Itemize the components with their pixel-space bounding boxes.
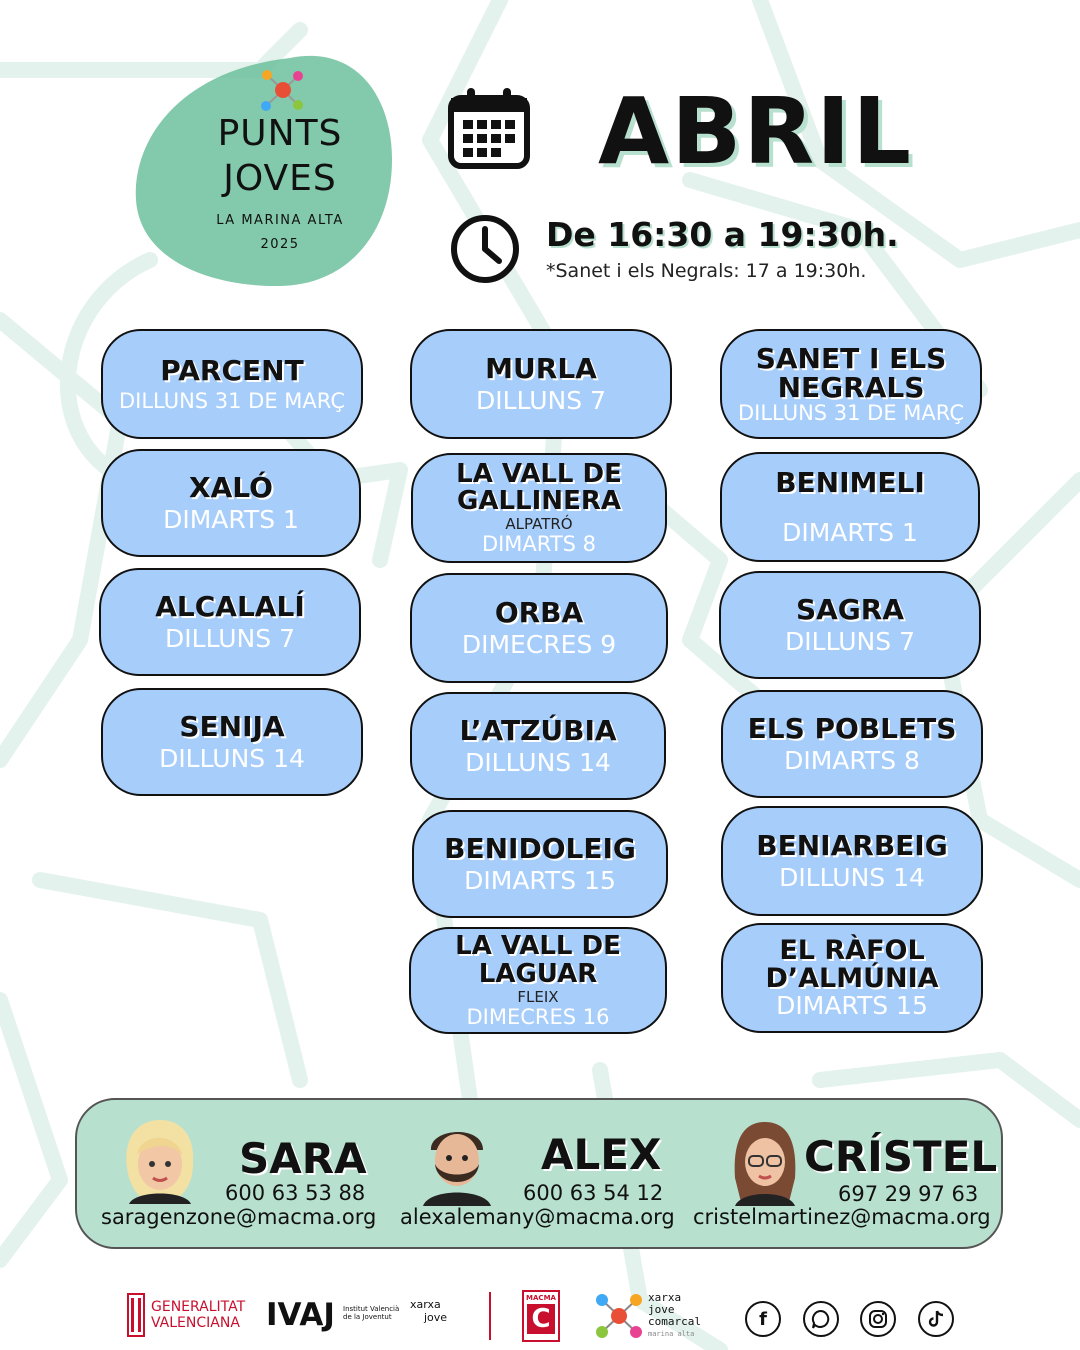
- contact-email[interactable]: saragenzone@macma.org: [101, 1205, 377, 1229]
- xarxa-jove-comarcal-dots-icon: [594, 1292, 644, 1340]
- visit-day: DIMARTS 8: [784, 745, 920, 775]
- contact-phone[interactable]: 600 63 54 12: [523, 1181, 664, 1205]
- visit-day: DILLUNS 14: [159, 743, 305, 773]
- xarxa-jove-comarcal-logo: xarxa jove comarcal marina alta: [648, 1291, 701, 1338]
- town-name: BENIARBEIG: [756, 829, 948, 863]
- town-card: [720, 329, 982, 439]
- instagram-icon[interactable]: [860, 1301, 896, 1337]
- town-name: SANET I ELS NEGRALS: [755, 341, 947, 404]
- visit-day: DILLUNS 14: [465, 747, 611, 777]
- town-name: BENIMELI: [775, 466, 925, 500]
- town-card: [719, 571, 981, 679]
- avatar: [725, 1118, 805, 1206]
- visit-day: DILLUNS 31 DE MARÇ: [118, 388, 345, 413]
- town-card: [409, 927, 667, 1034]
- town-name: XALÓ: [189, 471, 273, 505]
- contact-name: ALEX: [541, 1130, 662, 1179]
- town-name: ELS POBLETS: [747, 712, 957, 746]
- town-card: [411, 453, 667, 563]
- contact-phone[interactable]: 600 63 53 88: [225, 1181, 366, 1205]
- contact-email[interactable]: alexalemany@macma.org: [400, 1205, 675, 1229]
- town-name: SAGRA: [795, 593, 905, 627]
- punts-joves-dots-logo: [258, 68, 308, 114]
- contact-name: CRÍSTEL: [804, 1132, 998, 1181]
- town-card: [410, 329, 672, 439]
- town-card: [721, 690, 983, 798]
- logo-subtitle: LA MARINA ALTA: [216, 213, 344, 228]
- macma-logo: MACMA C: [522, 1290, 560, 1342]
- month-title: ABRIL: [598, 78, 914, 185]
- calendar-icon: [447, 86, 531, 170]
- generalitat-emblem-icon: [126, 1292, 146, 1338]
- town-card: [410, 573, 668, 683]
- town-name: BENIDOLEIG: [444, 832, 636, 866]
- visit-day: DIMECRES 9: [461, 629, 617, 659]
- logo-title-line2: JOVES: [223, 158, 337, 199]
- generalitat-logo: GENERALITAT VALENCIANA: [151, 1299, 246, 1331]
- visit-day: DILLUNS 7: [165, 623, 295, 653]
- contact-phone[interactable]: 697 29 97 63: [838, 1182, 979, 1206]
- visit-day: DIMARTS 15: [776, 991, 928, 1021]
- contact-email[interactable]: cristelmartinez@macma.org: [693, 1205, 991, 1229]
- contacts-panel: [75, 1098, 1003, 1249]
- town-name: LA VALL DE LAGUAR: [455, 931, 621, 989]
- town-card: [412, 810, 668, 918]
- town-card: [101, 688, 363, 796]
- visit-day: DIMARTS 1: [782, 517, 918, 547]
- town-name: SENIJA: [179, 710, 285, 744]
- logo-year: 2025: [260, 237, 300, 252]
- town-name: EL RÀFOL D’ALMÚNIA: [765, 934, 939, 994]
- xarxa-jove-logo: xarxa jove: [410, 1298, 448, 1324]
- whatsapp-icon[interactable]: [803, 1301, 839, 1337]
- town-name: PARCENT: [160, 354, 304, 388]
- town-card: [720, 452, 980, 562]
- visit-day: DIMARTS 8: [481, 532, 597, 557]
- clock-icon: [449, 213, 521, 285]
- town-name: ORBA: [494, 596, 584, 630]
- schedule-note: *Sanet i els Negrals: 17 a 19:30h.: [546, 260, 867, 282]
- divider: [489, 1292, 491, 1340]
- visit-day: DIMECRES 16: [466, 1004, 610, 1029]
- town-name: L’ATZÚBIA: [459, 714, 617, 748]
- village-name: ALPATRÓ: [505, 515, 573, 534]
- schedule-hours: De 16:30 a 19:30h.: [546, 215, 899, 254]
- village-name: FLEIX: [517, 987, 559, 1006]
- town-name: ALCALALÍ: [155, 590, 305, 624]
- town-card: [410, 692, 666, 800]
- visit-day: DIMARTS 1: [163, 504, 299, 534]
- ivaj-logo: IVAJ: [266, 1297, 335, 1333]
- logo-title-line1: PUNTS: [217, 113, 343, 154]
- visit-day: DILLUNS 7: [476, 385, 606, 415]
- tiktok-icon[interactable]: [918, 1301, 954, 1337]
- visit-day: DILLUNS 7: [785, 626, 915, 656]
- town-card: [721, 923, 983, 1033]
- town-card: [721, 806, 983, 916]
- avatar: [115, 1114, 205, 1204]
- town-card: [101, 329, 363, 439]
- facebook-icon[interactable]: f: [745, 1301, 781, 1337]
- ivaj-subtitle: Institut Valencià de la Joventut: [343, 1305, 400, 1321]
- town-card: [101, 449, 361, 557]
- visit-day: DILLUNS 31 DE MARÇ: [737, 401, 964, 426]
- town-card: [99, 568, 361, 676]
- town-name: MURLA: [485, 352, 597, 386]
- town-name: LA VALL DE GALLINERA: [456, 458, 622, 517]
- contact-name: SARA: [239, 1134, 367, 1183]
- avatar: [417, 1118, 497, 1206]
- visit-day: DILLUNS 14: [779, 862, 925, 892]
- visit-day: DIMARTS 15: [464, 865, 616, 895]
